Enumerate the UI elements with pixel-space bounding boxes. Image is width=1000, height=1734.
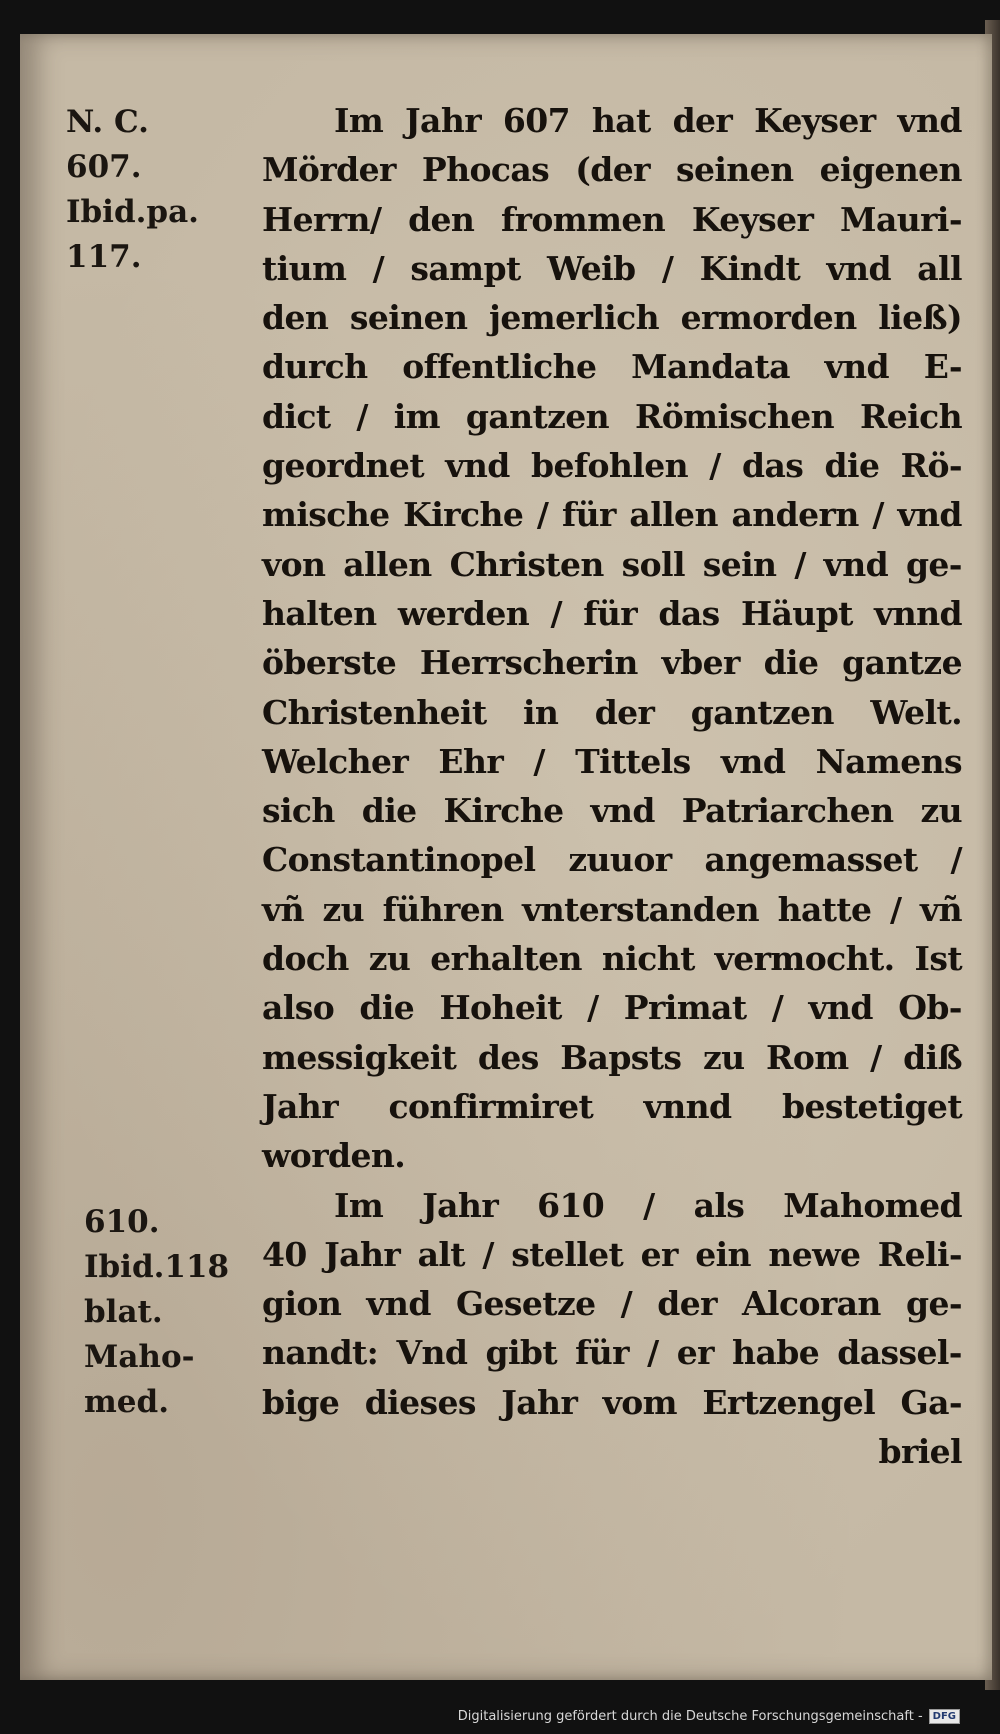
word: Tittels — [575, 741, 691, 781]
word: bige — [262, 1382, 340, 1422]
word: Phocas — [421, 150, 550, 190]
word: messigkeit — [262, 1037, 457, 1077]
word: führen — [382, 889, 504, 929]
word: Im — [334, 101, 384, 140]
word: vnd — [720, 741, 786, 781]
word: Mauri- — [840, 199, 962, 239]
word: Im — [334, 1185, 384, 1225]
word: werden — [397, 593, 530, 633]
word: vnnd — [874, 593, 962, 633]
word: Kirche — [443, 791, 564, 831]
word: vnd — [826, 248, 891, 288]
word: der — [672, 101, 733, 140]
word: hatte — [777, 889, 872, 929]
word: E- — [923, 347, 962, 387]
margin-note-607 — [66, 100, 199, 280]
word: / — [550, 593, 562, 633]
word: sampt — [410, 248, 521, 288]
text-line — [262, 934, 962, 983]
margin-note-line: N. C. — [66, 104, 149, 140]
margin-note-line: Ibid.pa. — [66, 194, 199, 230]
text-line — [262, 1279, 962, 1328]
word: Jahr — [501, 1382, 578, 1422]
word: nicht — [601, 939, 695, 979]
text-line — [262, 1082, 962, 1131]
text-line — [262, 195, 962, 244]
word: das — [742, 446, 804, 486]
word: vñ — [262, 889, 304, 929]
word: vnd — [366, 1284, 431, 1324]
word: Reli- — [877, 1234, 962, 1274]
word: all — [917, 248, 962, 288]
text-line: worden. — [262, 1136, 406, 1176]
word: sein — [702, 544, 777, 584]
word: / — [872, 495, 884, 535]
word: öberste — [262, 643, 397, 683]
word: der — [594, 692, 655, 732]
word: hat — [591, 101, 651, 140]
word: Alcoran — [742, 1284, 881, 1324]
word: Mörder — [262, 150, 396, 190]
word: allen — [343, 544, 432, 584]
word: er — [640, 1234, 678, 1274]
word: allen — [629, 495, 718, 535]
word: vnd — [897, 495, 962, 535]
dfg-logo-icon: DFG — [929, 1709, 960, 1724]
body-text — [262, 96, 962, 1476]
word: newe — [768, 1234, 861, 1274]
word: bestetiget — [781, 1086, 962, 1126]
word: von — [262, 544, 326, 584]
word: mische — [262, 495, 390, 535]
text-line — [262, 342, 962, 391]
word: gantzen — [465, 396, 610, 436]
word: / — [372, 248, 385, 288]
word: Rö- — [900, 446, 962, 486]
word: für — [583, 593, 638, 633]
word: vnnd — [643, 1086, 732, 1126]
word: durch — [262, 347, 368, 387]
word: Römischen — [634, 396, 835, 436]
word: Reich — [859, 396, 962, 436]
word: Mandata — [631, 347, 790, 387]
word: confirmiret — [388, 1086, 594, 1126]
word: ließ) — [878, 298, 962, 338]
margin-note-line: Maho- — [84, 1339, 195, 1375]
word: angemasset — [704, 840, 918, 880]
text-line — [262, 441, 962, 490]
word: Weib — [546, 248, 636, 288]
word: eigenen — [819, 150, 962, 190]
text-line — [262, 1033, 962, 1082]
text-line — [262, 983, 962, 1032]
text-line — [262, 835, 962, 884]
word: ge- — [905, 544, 962, 584]
word: zu — [920, 791, 962, 831]
word: für — [561, 495, 616, 535]
margin-note-line: 607. — [66, 149, 142, 185]
word: Vnd — [396, 1333, 468, 1373]
word: dassel- — [837, 1333, 962, 1373]
word: tium — [262, 248, 347, 288]
margin-note-line: blat. — [84, 1294, 163, 1330]
word: im — [393, 396, 440, 436]
word: das — [658, 593, 720, 633]
text-line — [262, 293, 962, 342]
word: Welt. — [870, 692, 962, 732]
word: / — [587, 988, 599, 1028]
text-line — [262, 392, 962, 441]
word: diß — [903, 1037, 962, 1077]
margin-note-610 — [84, 1200, 229, 1425]
word: gantze — [842, 643, 962, 683]
text-line — [262, 786, 962, 835]
word: Keyser — [754, 101, 876, 140]
word: / — [620, 1284, 633, 1324]
text-line — [262, 589, 962, 638]
text-line — [262, 145, 962, 194]
word: jemerlich — [489, 298, 660, 338]
word: zu — [702, 1037, 745, 1077]
word: Namens — [815, 741, 962, 781]
word: vermocht. — [714, 939, 895, 979]
word: vber — [661, 643, 740, 683]
margin-note-line: med. — [84, 1384, 169, 1420]
text-line — [262, 244, 962, 293]
word: Bapsts — [560, 1037, 682, 1077]
word: vnd — [590, 791, 655, 831]
word: Constantinopel — [262, 840, 536, 880]
word: offentliche — [402, 347, 597, 387]
word: Kirche — [403, 495, 524, 535]
word: / — [794, 544, 806, 584]
word: Gesetze — [455, 1284, 596, 1324]
word: erhalten — [430, 939, 582, 979]
word: seinen — [675, 150, 794, 190]
word: die — [359, 988, 415, 1028]
word: ermorden — [680, 298, 857, 338]
word: zu — [368, 939, 411, 979]
word: ein — [695, 1234, 751, 1274]
digitization-credit — [458, 1709, 960, 1724]
word: halten — [262, 593, 377, 633]
word: / — [771, 988, 784, 1028]
word: für — [575, 1333, 629, 1373]
word: ge- — [905, 1284, 962, 1324]
word: / — [533, 741, 545, 781]
word: frommen — [500, 199, 666, 239]
word: die — [824, 446, 880, 486]
word: Häupt — [740, 593, 853, 633]
word: Ga- — [900, 1382, 962, 1422]
word: seinen — [349, 298, 468, 338]
word: den — [262, 298, 329, 338]
word: Rom — [766, 1037, 849, 1077]
word: Welcher — [262, 741, 409, 781]
word: / — [647, 1333, 659, 1373]
word: (der — [575, 150, 650, 190]
word: des — [477, 1037, 539, 1077]
text-line — [262, 540, 962, 589]
word: sich — [262, 791, 335, 831]
word: / — [661, 248, 674, 288]
word: Ob- — [898, 988, 962, 1028]
credit-text: Digitalisierung gefördert durch die Deutsche Forschungsgemeinschaft - — [457, 1709, 923, 1724]
word: Mahomed — [783, 1185, 962, 1225]
word: 40 — [262, 1234, 307, 1274]
word: Ehr — [438, 741, 504, 781]
word: / — [482, 1234, 494, 1274]
word: soll — [621, 544, 685, 584]
text-line — [262, 490, 962, 539]
word: gibt — [485, 1333, 557, 1373]
word: Jahr — [405, 101, 482, 140]
word: vñ — [920, 889, 962, 929]
margin-note-line: 117. — [66, 239, 142, 275]
word: Jahr — [324, 1234, 401, 1274]
word: befohlen — [531, 446, 688, 486]
text-line — [262, 638, 962, 687]
word: Primat — [623, 988, 747, 1028]
margin-note-line: Ibid.118 — [84, 1249, 230, 1285]
word: nandt: — [262, 1333, 379, 1373]
text-line — [262, 1328, 962, 1377]
word: Herrn/ — [262, 199, 382, 239]
text-line — [262, 885, 962, 934]
word: der — [657, 1284, 717, 1324]
word: Kindt — [699, 248, 801, 288]
word: geordnet — [262, 446, 424, 486]
word: / — [536, 495, 549, 535]
word: habe — [732, 1333, 820, 1373]
word: vnterstanden — [522, 889, 760, 929]
word: vnd — [897, 101, 962, 140]
text-line — [262, 1230, 962, 1279]
word: also — [262, 988, 335, 1028]
word: dieses — [364, 1382, 476, 1422]
word: die — [763, 643, 819, 683]
catchword: briel — [878, 1432, 962, 1472]
word: zuuor — [568, 840, 672, 880]
word: Christen — [449, 544, 604, 584]
word: Herrscherin — [419, 643, 638, 683]
word: vnd — [824, 347, 890, 387]
word: dict — [262, 396, 331, 436]
word: 610 — [537, 1185, 605, 1225]
word: / — [870, 1037, 882, 1077]
word: Hoheit — [439, 988, 562, 1028]
word: vnd — [823, 544, 889, 584]
word: / — [709, 446, 721, 486]
word: vnd — [808, 988, 873, 1028]
word: / — [356, 396, 368, 436]
word: andern — [731, 495, 859, 535]
word: doch — [262, 939, 349, 979]
text-line — [262, 1181, 962, 1230]
word: in — [522, 692, 559, 732]
word: er — [676, 1333, 714, 1373]
text-line — [262, 96, 962, 145]
word: die — [361, 791, 417, 831]
word: Jahr — [262, 1086, 338, 1126]
word: stellet — [511, 1234, 624, 1274]
word: / — [890, 889, 902, 929]
word: 607 — [502, 101, 570, 140]
word: alt — [417, 1234, 465, 1274]
text-line — [262, 1378, 962, 1427]
word: vnd — [445, 446, 510, 486]
text-line — [262, 688, 962, 737]
word: zu — [322, 889, 365, 929]
word: Keyser — [691, 199, 814, 239]
word: Ist — [914, 939, 962, 979]
word: gion — [262, 1284, 342, 1324]
margin-note-line: 610. — [84, 1204, 160, 1240]
text-line — [262, 737, 962, 786]
word: gantzen — [690, 692, 834, 732]
word: / — [950, 840, 962, 880]
word: Jahr — [422, 1185, 499, 1225]
word: Ertzengel — [702, 1382, 876, 1422]
word: vom — [602, 1382, 677, 1422]
word: / — [643, 1185, 655, 1225]
word: den — [408, 199, 475, 239]
word: Christenheit — [262, 692, 487, 732]
word: Patriarchen — [681, 791, 894, 831]
word: als — [693, 1185, 745, 1225]
